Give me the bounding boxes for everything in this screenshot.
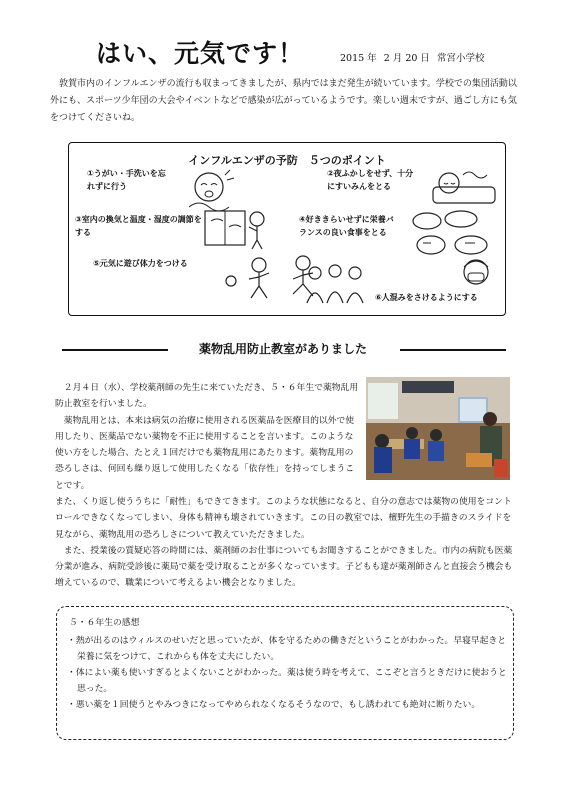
school-name: 常宮小学校 (436, 53, 485, 64)
page-title: はい、元気です！ (96, 39, 305, 68)
ventilation-illustration (201, 205, 271, 251)
classroom-photo (366, 377, 510, 480)
classroom-photo-image (366, 377, 510, 480)
dateline (340, 50, 488, 64)
student-impressions-box (56, 606, 514, 740)
impression-item: ・ 悪い薬を１回使うとやみつきになってやめられなくなるそうなので、もし誘われても絶対に断りたい。 (67, 697, 507, 713)
impression-item: ・ 熱が出るのはウィルスのせいだと思っていたが、体を守るための働きだということがわかった。早寝早起きと栄養に気をつけて、これからも体を丈夫にしたい。 (67, 633, 507, 665)
article-paragraph-3: また、くり返し使ううちに「耐性」もできてきます。このような状態になると、自分の意志では薬物の使用をコントロールできなくなってしまい、身体も精神も壊されていきます。この日の教室では、檀野先生の手描きのスライドを見ながら、薬物乱用の恐ろしさについて教えていただきました。 (55, 497, 512, 540)
issue-year: 2015 年 (340, 53, 377, 64)
section-rule-right (400, 349, 506, 351)
issue-date: 2 月 20 日 (383, 53, 430, 64)
article-full-width (55, 494, 515, 592)
crowd-illustration (301, 261, 381, 307)
flu-point-3: ③室内の換気と温度・湿度の調節をする (75, 215, 202, 237)
flu-point-2: ②夜ふかしをせず、十分にすいみんをとる (327, 169, 414, 191)
article-paragraph-4: また、授業後の質疑応答の時間には、薬剤師のお仕事についてもお聞きすることができました。市内の病院も医薬分業が進み、病院受診後に薬局で薬を受け取ることが多くなっています。子どもも達が薬剤師さんと直接会う機会も増えているので、職業について考えるよい機会となりました。 (55, 545, 513, 589)
intro-text: 敦賀市内のインフルエンザの流行も収まってきましたが、県内ではまだ発生が続いています。学校での集団活動以外にも、スポーツ少年団の大会やイベントなどで感染が広がっているようです。楽しい週末ですが、過ごし方にも気をつけてくださいね。 (50, 79, 517, 123)
flu-prevention-box (68, 142, 506, 316)
flu-point-6: ⑥人混みをさけるようにする (375, 293, 478, 302)
mask-girl-illustration (454, 257, 498, 293)
meal-illustration (409, 207, 499, 259)
impression-item: ・ 体によい薬も使いすぎるとよくないことがわかった。薬は使う時を考えて、ここぞと言うときだけに使おうと思った。 (67, 665, 507, 697)
section-title: 薬物乱用防止教室がありました (198, 342, 367, 356)
flu-box-title: インフルエンザの予防 ５つのポイント (188, 154, 386, 167)
flu-point-4: ④好ききらいせずに栄養バランスの良い食事をとる (299, 215, 394, 237)
intro-paragraph (50, 76, 520, 127)
article-paragraph-1: ２月４日（水）、学校薬剤師の先生に来ていただき、５・６年生で薬物乱用防止教室を行いました。 (55, 383, 359, 410)
article-column (55, 380, 361, 494)
sleep-illustration (429, 165, 499, 209)
impressions-list (67, 633, 507, 713)
article-paragraph-2: 薬物乱用とは、本来は病気の治療に使用される医薬品を医療目的以外で使用したり、医薬品でない薬物を不正に使用することを言います。このような使い方をした場合、たとえ１回だけでも薬物乱用にあたります。薬物乱用の恐ろしさは、何回も繰り返して使用したくなる「依存性」を持ってしまうことです。 (55, 415, 355, 491)
flu-point-5: ⑤元気に遊び体力をつける (93, 259, 188, 268)
flu-point-1: ①うがい・手洗いを忘れずに行う (87, 169, 166, 191)
impressions-title: ５・６年生の感想 (69, 618, 140, 628)
